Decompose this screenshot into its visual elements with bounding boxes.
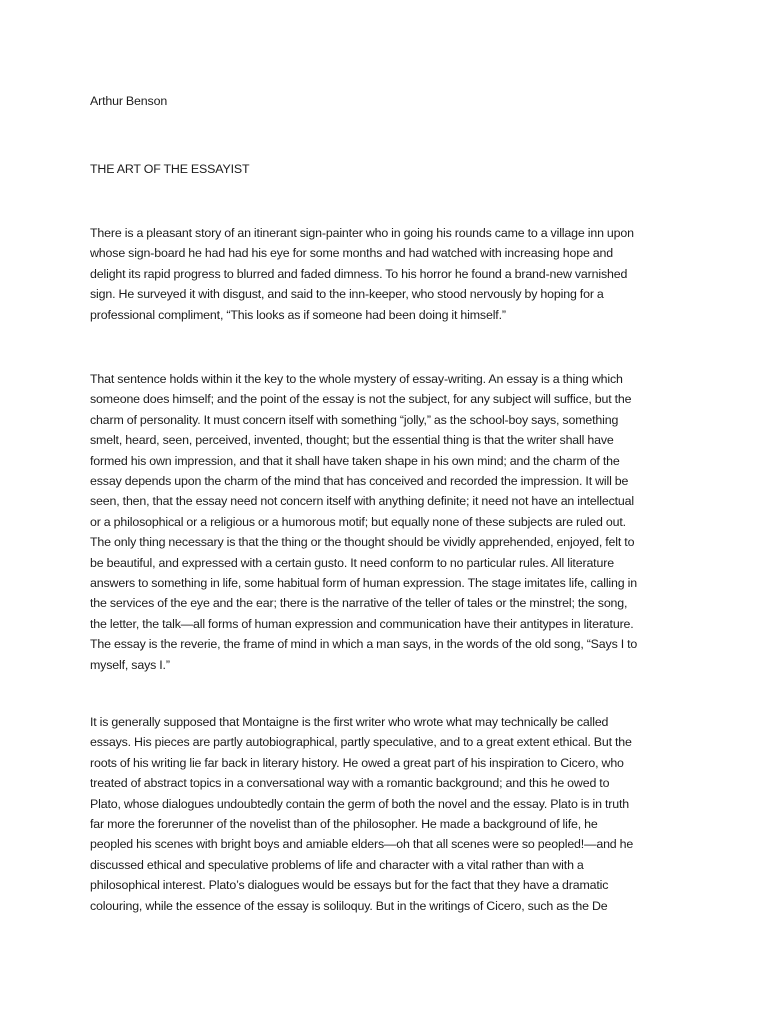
- paragraph-line: roots of his writing lie far back in literary history. He owed a great part of his inspiration to Cicero, who: [90, 755, 624, 770]
- paragraph-line: someone does himself; and the point of the essay is not the subject, for any subject will suffice, but the: [90, 392, 632, 407]
- author-name: Arthur Benson: [90, 94, 168, 108]
- paragraph-line: discussed ethical and speculative problems of life and character with a vital rather than with a: [90, 857, 584, 872]
- paragraph-line: The essay is the reverie, the frame of mind in which a man says, in the words of the old song, “Says I to: [90, 637, 638, 652]
- paragraph-line: sign. He surveyed it with disgust, and said to the inn-keeper, who stood nervously by hoping for a: [90, 287, 604, 302]
- paragraph-1: [90, 223, 634, 325]
- paragraph-line: There is a pleasant story of an itinerant sign-painter who in going his rounds came to a village inn upon: [90, 226, 634, 240]
- paragraph-line: charm of personality. It must concern itself with something “jolly,” as the school-boy says, something: [90, 412, 619, 427]
- paragraph-line: seen, then, that the essay need not concern itself with anything definite; it need not have an intellectual: [90, 494, 635, 509]
- paragraph-line: or a philosophical or a religious or a humorous motif; but equally none of these subjects are ruled out.: [90, 514, 626, 529]
- paragraph-3: [90, 712, 633, 916]
- paragraph-line: smelt, heard, seen, perceived, invented, thought; but the essential thing is that the writer shall have: [90, 433, 614, 448]
- document-body: [90, 91, 680, 913]
- paragraph-line: essays. His pieces are partly autobiographical, partly speculative, and to a great extent ethical. But the: [90, 735, 632, 750]
- paragraph-line: formed his own impression, and that it shall have taken shape in his own mind; and the charm of the: [90, 453, 620, 468]
- paragraph-line: the letter, the talk—all forms of human expression and communication have their antitypes in literature.: [90, 616, 634, 631]
- paragraph-line: That sentence holds within it the key to the whole mystery of essay-writing. An essay is a thing which: [90, 372, 623, 386]
- paragraph-line: be beautiful, and expressed with a certain gusto. It need conform to no particular rules. All literature: [90, 555, 614, 570]
- paragraph-line: delight its rapid progress to blurred and faded dimness. To his horror he found a brand-new varnished: [90, 266, 628, 281]
- paragraph-line: peopled his scenes with bright boys and amiable elders—oh that all scenes were so peopled!—and he: [90, 837, 634, 852]
- paragraph-line: professional compliment, “This looks as if someone had been doing it himself.”: [90, 307, 506, 322]
- paragraph-line: It is generally supposed that Montaigne is the first writer who wrote what may technically be called: [90, 715, 609, 729]
- paragraph-2: [90, 369, 637, 675]
- paragraph-line: essay depends upon the charm of the mind that has conceived and recorded the impression. It will be: [90, 474, 629, 489]
- paragraph-line: Plato, whose dialogues undoubtedly contain the germ of both the novel and the essay. Plato is in truth: [90, 796, 630, 811]
- paragraph-line: the services of the eye and the ear; there is the narrative of the teller of tales or the minstrel; the song,: [90, 596, 628, 611]
- paragraph-line: treated of abstract topics in a conversational way with a romantic background; and this he owed to: [90, 776, 610, 791]
- paragraph-line: answers to something in life, some habitual form of human expression. The stage imitates life, calling in: [90, 576, 637, 591]
- paragraph-line: colouring, while the essence of the essay is soliloquy. But in the writings of Cicero, such as the De: [90, 898, 608, 913]
- paragraph-line: myself, says I.”: [90, 657, 170, 672]
- paragraph-line: The only thing necessary is that the thing or the thought should be vividly apprehended, enjoyed, felt to: [90, 535, 635, 550]
- essay-title: THE ART OF THE ESSAYIST: [90, 162, 250, 176]
- paragraph-line: whose sign-board he had had his eye for some months and had watched with increasing hope and: [90, 246, 614, 261]
- paragraph-line: philosophical interest. Plato’s dialogues would be essays but for the fact that they have a dramatic: [90, 878, 609, 893]
- paragraph-line: far more the forerunner of the novelist than of the philosopher. He made a background of life, he: [90, 817, 598, 832]
